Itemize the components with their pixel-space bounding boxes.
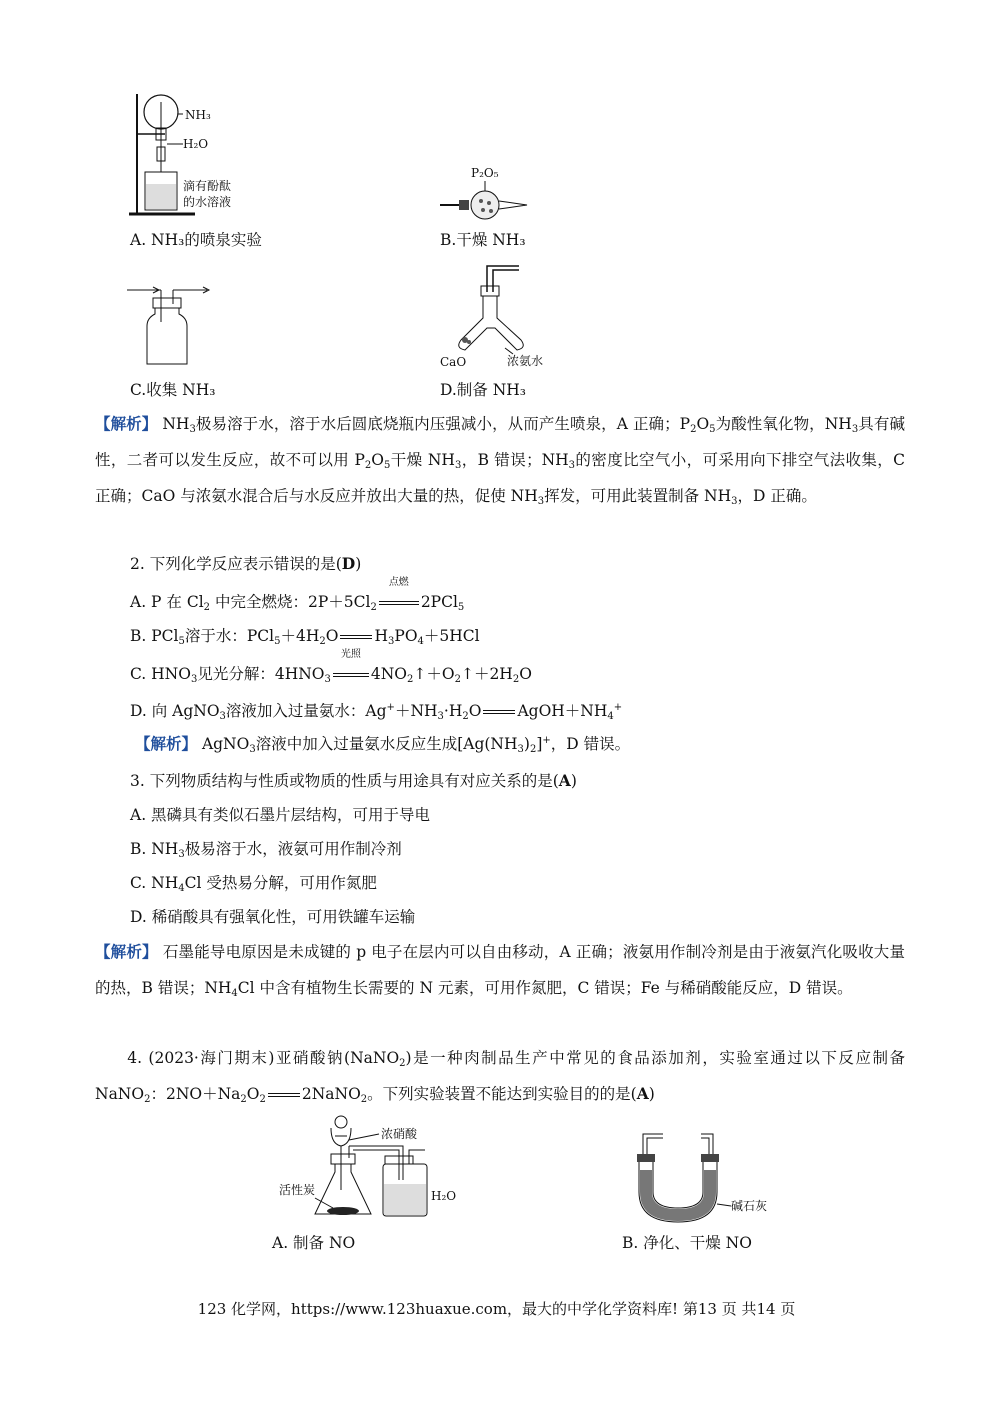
q2-answer: D bbox=[341, 554, 356, 573]
q2-analysis-tag: 【解析】 bbox=[135, 734, 198, 753]
label-conc-ammonia: 浓氨水 bbox=[507, 354, 544, 368]
q3-option-c: C. $NH_4Cl$ 受热易分解，可用作氮肥 bbox=[130, 874, 377, 894]
label-h2o: H₂O bbox=[183, 137, 209, 151]
q4-stem: 4. (2023·海门期末)亚硝酸钠(NaNO$_2$)是一种肉制品生产中常见的食品添加剂，实验室通过以下反应制备 NaNO$_2$：$2NO+Na_2O_2$ 2NaNO$_2$。下列实验装置不能达到实验目的的是(A) bbox=[95, 1049, 905, 1105]
q3-answer: A bbox=[558, 771, 571, 790]
q1-analysis: 【解析】 $NH_3$极易溶于水，溶于水后圆底烧瓶内压强减小，从而产生喷泉，A 正确；$P_2O_5$为酸性氧化物，$NH_3$具有碱性，二者可以发生反应，故不可以用 $P_2O_5$干燥 $NH_3$，B 错误；$NH_3$的密度比空气小，可采用向下排空气法收集，C 正确；CaO 与浓氨水混合后与水反应并放出大量的热，促使 $NH_3$挥发，可用此装置制备 $NH_3$，D 正确。 bbox=[95, 414, 905, 507]
caption-a-fountain: A. NH₃的喷泉实验 bbox=[130, 231, 262, 249]
q3-option-b: B. $NH_3$极易溶于水，液氨可用作制冷剂 bbox=[130, 840, 402, 860]
caption-q4-b: B. 净化、干燥 NO bbox=[622, 1234, 752, 1252]
label-solution-line2: 的水溶液 bbox=[183, 195, 232, 209]
figure-collection-bottle bbox=[125, 282, 215, 368]
cond-light: 光照 bbox=[340, 649, 361, 660]
collection-bottle-drawing bbox=[125, 282, 215, 368]
figure-prepare-no bbox=[275, 1110, 475, 1225]
caption-c-collect: C.收集 NH₃ bbox=[130, 381, 216, 399]
drying-tube-drawing bbox=[435, 165, 535, 220]
label-conc-nitric-acid: 浓硝酸 bbox=[381, 1127, 418, 1141]
label-soda-lime: 碱石灰 bbox=[731, 1199, 768, 1213]
label-solution-line1: 滴有酚酞 bbox=[183, 179, 232, 193]
q2-stem: 2. 下列化学反应表示错误的是(D) bbox=[130, 554, 362, 573]
q2-option-b: B. PCl$_5$溶于水：$PCl_5+4H_2O$ $H_3PO_4+5HCl$ bbox=[130, 627, 480, 647]
figure-u-tube bbox=[635, 1130, 795, 1225]
caption-d-prepare: D.制备 NH₃ bbox=[440, 381, 527, 399]
label-nh3: NH₃ bbox=[185, 108, 211, 122]
figure-y-tube bbox=[435, 262, 555, 372]
fountain-apparatus-drawing bbox=[125, 92, 285, 220]
label-water: H₂O bbox=[431, 1189, 457, 1203]
q2-stem-text: 2. 下列化学反应表示错误的是 bbox=[130, 555, 336, 573]
q3-analysis-tag: 【解析】 bbox=[95, 942, 158, 961]
label-cao: CaO bbox=[440, 355, 467, 369]
figure-fountain-experiment bbox=[125, 92, 285, 220]
q3-analysis: 【解析】 石墨能导电原因是未成键的 p 电子在层内可以自由移动，A 正确；液氨用作制冷剂是由于液氨汽化吸收大量的热，B 错误；$NH_4Cl$ 中含有植物生长需要的 N 元素，可用作氮肥，C 错误；Fe 与稀硝酸能反应，D 错误。 bbox=[95, 942, 905, 999]
q3-stem: 3. 下列物质结构与性质或物质的性质与用途具有对应关系的是(A) bbox=[130, 771, 577, 790]
label-activated-carbon: 活性炭 bbox=[279, 1183, 316, 1197]
page-footer: 123 化学网，https://www.123huaxue.com，最大的中学化学资料库! 第13 页 共14 页 bbox=[197, 1300, 796, 1318]
q2-option-c: C. $HNO_3$见光分解：$4HNO_3$ 光照 $4NO_2↑+O_2↑+2H_2O$ bbox=[130, 649, 532, 685]
y-tube-drawing bbox=[435, 262, 555, 372]
q2-option-d: D. 向 AgNO$_3$溶液加入过量氨水：$Ag^++NH_3\cdot H_2O$ $AgOH+NH_4^+$ bbox=[130, 702, 623, 722]
q3-stem-text: 3. 下列物质结构与性质或物质的性质与用途具有对应关系的是 bbox=[130, 772, 553, 790]
caption-q4-a: A. 制备 NO bbox=[272, 1234, 356, 1252]
q3-option-d: D. 稀硝酸具有强氧化性，可用铁罐车运输 bbox=[130, 908, 416, 926]
caption-b-drying: B.干燥 NH₃ bbox=[440, 231, 526, 249]
cond-burn: 点燃 bbox=[388, 577, 409, 588]
figure-drying-tube bbox=[435, 165, 535, 220]
q3-option-a: A. 黑磷具有类似石墨片层结构，可用于导电 bbox=[130, 806, 431, 824]
q2-option-a: A. P 在 $Cl_2$ 中完全燃烧：$2P+5Cl_2$ 点燃 2PCl$_5$ bbox=[130, 577, 465, 613]
analysis-tag: 【解析】 bbox=[95, 414, 158, 433]
q2-analysis: 【解析】 AgNO$_3$溶液中加入过量氨水反应生成$[Ag(NH_3)_2]^+$，D 错误。 bbox=[135, 734, 631, 755]
label-p2o5: P₂O₅ bbox=[471, 166, 499, 180]
u-tube-drawing bbox=[635, 1130, 795, 1225]
prepare-no-drawing bbox=[275, 1110, 475, 1225]
